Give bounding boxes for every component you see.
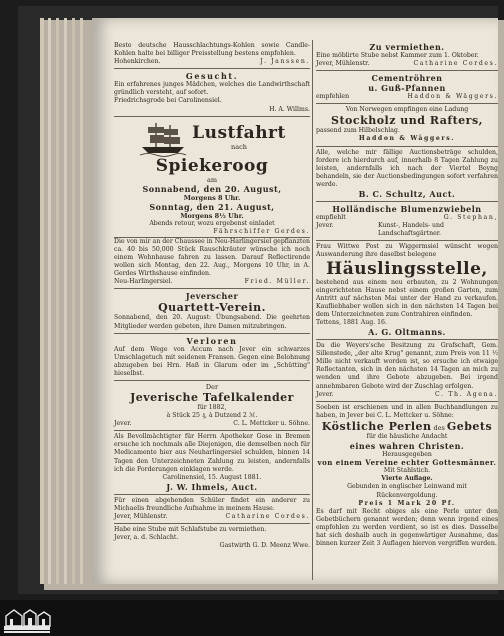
ad-title: Jeverische Tafelkalender (130, 390, 294, 404)
ad-wanted (114, 69, 310, 116)
ad-binding: Gebunden in englischer Leinwand mit Rückenvergoldung. (347, 483, 467, 499)
ad-price: Preis 1 Mark 20 Pf. (358, 499, 456, 507)
ad-name: A. G. Oltmanns. (368, 327, 446, 338)
ad-title: Gesucht. (185, 71, 239, 82)
ad-place: Hohenkirchen. (114, 58, 161, 66)
ad-prayer-book (316, 402, 498, 551)
ad-text: Soeben ist erschienen und in allen Buchhandlungen zu haben, in Jever bei C. L. Mettcker u. Söhne: (316, 403, 498, 419)
ad-name: Gastwirth G. D. Meenz Wwe. (219, 542, 310, 550)
ad-title: eines wahren Christen. (349, 441, 465, 452)
ad-text: Die von mir an der Chaussee in Neu-Harlingersiel gepflanzten ca. 40 bis 50,000 Stück Rauschkräuter wünsche ich noch einem Wohnhause fahren zu lassen. Darauf Reflectirende wollen sich Montag, den 22. Aug., Morgens 10 Uhr, in A. Gerdes Wirthshause einfinden. (114, 237, 310, 278)
page-edge-line (64, 18, 67, 584)
ad-subtitle: von einem Vereine echter Gottesmänner. (317, 458, 497, 468)
ad-text: Es darf mit Recht obiges als eine Perle unter den Gebetbüchern genannt werden; denn wenn irgend eines empfohlen zu werden verdient, so ist es dies. Dasselbe hat sich deshalb auch in gegenwärtiger Ausnahme, das binnen kurzer Zeit 3 Auflagen hiervon vergriffen wurden. (316, 507, 498, 548)
ad-date: Sonnabend, den 20. August, (142, 183, 282, 194)
newspaper-page (92, 18, 498, 584)
ad-connector: des (433, 423, 445, 432)
ad-name: Catharine Cordes. (413, 60, 498, 68)
ad-place: Jever. (316, 390, 334, 398)
ad-text: Auf dem Wege von Accum nach Jever ein schwarzes Umschlagetuch mit seidenen Fransen. Gegen eine Belohnung abzugeben bei Hrn. Haß in Glarum oder im „Schütting" hieselbst. (114, 345, 310, 377)
ad-title: Gebets (446, 419, 493, 433)
ad-cement-pipes (316, 71, 498, 104)
ad-text: Sonnabend, den 20. August: Übungsabend. Die geehrten Mitglieder werden gebeten, ihre Damen mitzubringen. (114, 314, 310, 330)
ad-title: Quartett-Verein. (158, 301, 266, 315)
ad-text: bestehend aus einem neu erbauten, zu 2 Wohnungen eingerichteten Hause nebst einem großen Garten, zum Antritt auf nächsten Mai unter der Hand zu verkaufen. Kaufliebhaber wollen sich in den nächsten 14 Tagen bei dem Unterzeichneten zum Contrahiren einfinden. (316, 278, 498, 318)
ad-title: Verloren (186, 335, 238, 346)
ad-year: für 1882, (197, 403, 227, 411)
ad-name: C. L. Mettcker u. Söhne. (233, 420, 310, 428)
ad-title: Zu vermiethen. (369, 42, 445, 52)
ad-place: Tettens, 1881 Aug. 16. (316, 318, 387, 326)
ad-name: G. Stephan, (443, 214, 498, 222)
ad-name: Fried. Müller. (244, 278, 310, 286)
page-edge-line (48, 18, 51, 584)
ad-role: Kunst-, Handels- und Landschaftsgärtner. (378, 222, 444, 238)
ad-connector: nach (231, 143, 247, 152)
ad-title-line (316, 420, 498, 433)
ad-name: Haddon & Wäggers. (407, 93, 498, 101)
ad-name: J. W. Ihmels, Auct. (166, 481, 258, 492)
ad-name: B. C. Schultz, Auct. (358, 189, 456, 200)
ad-place: Carolinensiel, 15. August 1881. (162, 473, 262, 481)
ad-text: Beste deutsche Hausschlachtungs-Kohlen sowie Candle-Kohlen halte bei billiger Preisstellung bestens empfohlen. (114, 42, 310, 58)
ad-signature (114, 58, 310, 66)
ad-place: Jever, Mühlenstr. (114, 513, 168, 520)
ad-text: Frau Wittwe Post zu Wiggermsiel wünscht wegen Auswanderung ihre daselbst belegene (316, 243, 498, 259)
ad-place: Jever, Mühlenstr. (316, 60, 370, 68)
ad-coal (114, 40, 310, 69)
ad-text: Eine möblirte Stube nebst Kammer zum 1. Oktober. (316, 52, 479, 59)
ad-time: Morgens 8 Uhr. (183, 193, 241, 202)
library-logo-icon (0, 606, 54, 636)
ad-excursion (114, 117, 310, 290)
ad-lost (114, 334, 310, 381)
ad-title: u. Guß-Pfannen (368, 83, 446, 94)
ad-lead: empfehlen (316, 93, 350, 101)
ad-text: passend zum Hilbelschlag. (316, 127, 400, 135)
page-edge-line (72, 18, 75, 584)
ad-lodging (114, 495, 310, 524)
ad-text: Habe eine Stube mit Schlafstube zu vermiethen. (114, 526, 267, 534)
ad-time: Morgens 8½ Uhr. (180, 211, 244, 220)
ad-text: Als Bevollmächtigter für Herrn Apotheker Gose in Bremen ersuche ich nochmals alle Diejenigen, die demselben noch für Medicamente hier aus Neuharlingersiel schulden, binnen 14 Tagen den Unterzeichneten Zahlung zu leisten, andernfalls ich die Forderungen einklagen werde. (114, 433, 310, 473)
ad-flower-bulbs (316, 202, 498, 241)
ad-text: Für einen abgehenden Schüler findet ein anderer zu Michaelis freundliche Aufnahme in meinem Hause. (114, 496, 310, 512)
ad-signature (316, 60, 498, 68)
ad-subtitle: für die häusliche Andacht (366, 433, 448, 440)
sailing-ship-icon (138, 119, 188, 157)
ad-signature (316, 391, 498, 399)
ad-place: Jever, a. d. Schlacht. (114, 534, 179, 542)
ad-estate (316, 340, 498, 402)
ad-title: Holländische Blumenzwiebeln (332, 204, 482, 215)
left-column (114, 40, 310, 552)
ad-auction-debts (316, 147, 498, 202)
ad-signature (316, 93, 498, 101)
ad-name: H. A. Willms. (269, 105, 310, 113)
ad-price: à Stück 25 ₰, à Dutzend 2 ℳ. (166, 412, 258, 420)
ad-quartet (114, 289, 310, 333)
ad-place: Jever. (114, 420, 132, 428)
ad-name: Fährschiffer Gerdes. (213, 227, 310, 235)
ad-place: Friedrichsgrode bei Carolinensiel. (114, 97, 222, 105)
ad-subtitle: Jeverscher (185, 291, 239, 302)
ad-title: Häuslingsstelle, (326, 258, 488, 279)
ad-text: Von Norwegen empfingen eine Ladung (345, 106, 469, 114)
ad-name: C. Th. Agena. (434, 390, 498, 398)
ad-debt-notice (114, 431, 310, 495)
ad-name: Haddon & Wäggers. (358, 135, 456, 143)
page-edge-line (40, 18, 44, 584)
ad-subtitle: Herausgegeben (382, 451, 432, 459)
ad-signature (114, 420, 310, 428)
column-divider (312, 40, 313, 580)
ad-text: Da die Weyers'sche Besitzung zu Grafschaft, Gem. Sillenstede, „der alte Krug" genannt, zum Preis von 11 ½ Mille nicht verkauft worden ist, so ersuche ich etwaige Reflectanten, sich in den nächsten 14 Tagen an mich zu wenden und ihre Gebote abzugeben. Bei irgend annehmbaren Gebote wird der Zuschlag erfolgen. (316, 342, 498, 390)
ad-connector: Der (205, 382, 219, 391)
right-column (316, 40, 498, 550)
ad-text: Ein erfahrenes junges Mädchen, welches die Landwirthschaft gründlich versteht, auf sofort. (114, 81, 310, 97)
ad-title: Lustfahrt (192, 123, 286, 144)
ad-title: Cementröhren (371, 73, 443, 84)
ad-subtitle: Mit Stahlstich. (383, 467, 431, 475)
ad-date: Sonntag, den 21. August, (149, 201, 275, 212)
ad-for-rent (316, 40, 498, 71)
ad-signature (316, 214, 498, 222)
ad-header (114, 119, 310, 157)
ad-lead: empfiehlt (316, 214, 346, 222)
ad-room (114, 524, 310, 552)
ad-connector: am (206, 175, 218, 184)
scan-footer (0, 600, 504, 636)
page-edge-line (80, 18, 83, 584)
ad-name: J. Janssen. (260, 58, 310, 66)
ad-place: Jever. (316, 222, 334, 230)
ad-signature (114, 513, 310, 521)
ad-title: Stockholz und Rafters, (331, 114, 483, 128)
ad-place: Neu-Harlingersiel. (114, 278, 173, 286)
ad-timber (316, 104, 498, 146)
ad-name: Catharine Cordes. (225, 513, 310, 520)
ad-property-sale (316, 241, 498, 340)
ad-calendar (114, 381, 310, 431)
ad-text: Alle, welche mir fällige Auctionsbeträge schulden, fordere ich hierdurch auf, innerhalb 8 Tagen Zahlung zu leisten, andernfalls ich nach der Viertel Beyng behandeln, sie der Auctionsbedingungen sofort verfahren werde. (316, 148, 498, 188)
page-edge-line (56, 18, 59, 584)
ad-text: Abends retour, wozu ergebenst einladet (149, 219, 275, 227)
ad-signature (316, 222, 498, 238)
ad-signature (114, 278, 310, 286)
ad-edition: Vierte Auflage. (381, 475, 433, 483)
ad-title: Köstliche Perlen (321, 419, 432, 433)
ad-destination: Spiekeroog (155, 155, 269, 176)
